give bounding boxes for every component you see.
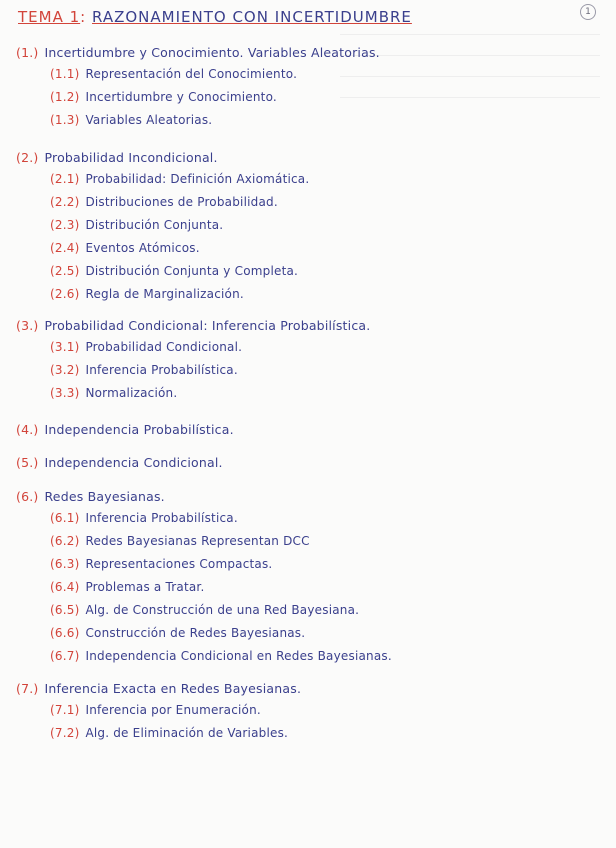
- section-number: (6.): [16, 489, 39, 504]
- subsection-item: [50, 626, 305, 640]
- subsection-item: [50, 113, 212, 127]
- subsection-item: [50, 340, 242, 354]
- title-prefix: TEMA 1: [18, 8, 81, 26]
- subsection-item: [50, 534, 310, 548]
- subsection-label: Problemas a Tratar.: [85, 580, 205, 594]
- subsection-label: Alg. de Construcción de una Red Bayesiana.: [85, 603, 360, 617]
- section-label: Independencia Condicional.: [44, 455, 223, 470]
- subsection-item: [50, 580, 204, 594]
- subsection-item: [50, 726, 288, 740]
- subsection-label: Inferencia por Enumeración.: [85, 703, 261, 717]
- subsection-number: (6.4): [50, 580, 80, 594]
- page-title: [18, 8, 412, 26]
- section-label: Redes Bayesianas.: [44, 489, 165, 504]
- subsection-label: Representaciones Compactas.: [85, 557, 273, 571]
- page-number: 1: [580, 4, 596, 20]
- subsection-item: [50, 90, 277, 104]
- section-number: (7.): [16, 681, 39, 696]
- subsection-item: [50, 386, 177, 400]
- section-item: [16, 681, 301, 696]
- subsection-number: (7.2): [50, 726, 80, 740]
- section-number: (5.): [16, 455, 39, 470]
- section-label: Incertidumbre y Conocimiento. Variables Aleatorias.: [44, 45, 380, 60]
- subsection-item: [50, 241, 200, 255]
- section-label: Probabilidad Incondicional.: [44, 150, 218, 165]
- subsection-item: [50, 264, 298, 278]
- subsection-number: (2.1): [50, 172, 80, 186]
- subsection-item: [50, 195, 278, 209]
- subsection-number: (6.3): [50, 557, 80, 571]
- subsection-label: Inferencia Probabilística.: [85, 363, 238, 377]
- subsection-label: Distribución Conjunta.: [85, 218, 224, 232]
- section-label: Probabilidad Condicional: Inferencia Probabilística.: [44, 318, 371, 333]
- section-item: [16, 422, 234, 437]
- title-text: RAZONAMIENTO CON INCERTIDUMBRE: [92, 8, 412, 26]
- section-label: Independencia Probabilística.: [44, 422, 234, 437]
- subsection-number: (3.2): [50, 363, 80, 377]
- section-label: Inferencia Exacta en Redes Bayesianas.: [44, 681, 302, 696]
- subsection-item: [50, 287, 244, 301]
- subsection-label: Probabilidad: Definición Axiomática.: [85, 172, 310, 186]
- section-item: [16, 489, 165, 504]
- subsection-item: [50, 649, 392, 663]
- subsection-item: [50, 557, 272, 571]
- subsection-item: [50, 703, 261, 717]
- subsection-label: Redes Bayesianas Representan DCC: [85, 534, 310, 548]
- subsection-label: Regla de Marginalización.: [85, 287, 244, 301]
- section-number: (3.): [16, 318, 39, 333]
- subsection-label: Eventos Atómicos.: [85, 241, 200, 255]
- section-item: [16, 455, 223, 470]
- subsection-number: (6.6): [50, 626, 80, 640]
- subsection-label: Incertidumbre y Conocimiento.: [85, 90, 277, 104]
- subsection-number: (2.5): [50, 264, 80, 278]
- subsection-number: (2.3): [50, 218, 80, 232]
- subsection-label: Variables Aleatorias.: [85, 113, 213, 127]
- subsection-number: (6.1): [50, 511, 80, 525]
- subsection-label: Distribución Conjunta y Completa.: [85, 264, 299, 278]
- section-item: [16, 318, 370, 333]
- section-item: [16, 45, 380, 60]
- subsection-number: (2.2): [50, 195, 80, 209]
- subsection-item: [50, 172, 309, 186]
- section-number: (2.): [16, 150, 39, 165]
- title-separator: :: [80, 8, 87, 26]
- subsection-label: Independencia Condicional en Redes Bayesianas.: [85, 649, 392, 663]
- subsection-label: Normalización.: [85, 386, 178, 400]
- subsection-item: [50, 603, 359, 617]
- subsection-label: Construcción de Redes Bayesianas.: [85, 626, 306, 640]
- subsection-item: [50, 363, 238, 377]
- subsection-number: (2.6): [50, 287, 80, 301]
- subsection-label: Distribuciones de Probabilidad.: [85, 195, 278, 209]
- subsection-number: (1.1): [50, 67, 80, 81]
- subsection-item: [50, 218, 223, 232]
- subsection-number: (1.2): [50, 90, 80, 104]
- subsection-number: (2.4): [50, 241, 80, 255]
- section-number: (4.): [16, 422, 39, 437]
- subsection-number: (3.3): [50, 386, 80, 400]
- subsection-label: Alg. de Eliminación de Variables.: [85, 726, 289, 740]
- section-number: (1.): [16, 45, 39, 60]
- subsection-number: (6.7): [50, 649, 80, 663]
- subsection-number: (1.3): [50, 113, 80, 127]
- subsection-number: (7.1): [50, 703, 80, 717]
- subsection-item: [50, 67, 297, 81]
- subsection-label: Representación del Conocimiento.: [85, 67, 298, 81]
- subsection-label: Probabilidad Condicional.: [85, 340, 243, 354]
- subsection-item: [50, 511, 238, 525]
- subsection-number: (3.1): [50, 340, 80, 354]
- subsection-number: (6.2): [50, 534, 80, 548]
- section-item: [16, 150, 218, 165]
- subsection-label: Inferencia Probabilística.: [85, 511, 238, 525]
- subsection-number: (6.5): [50, 603, 80, 617]
